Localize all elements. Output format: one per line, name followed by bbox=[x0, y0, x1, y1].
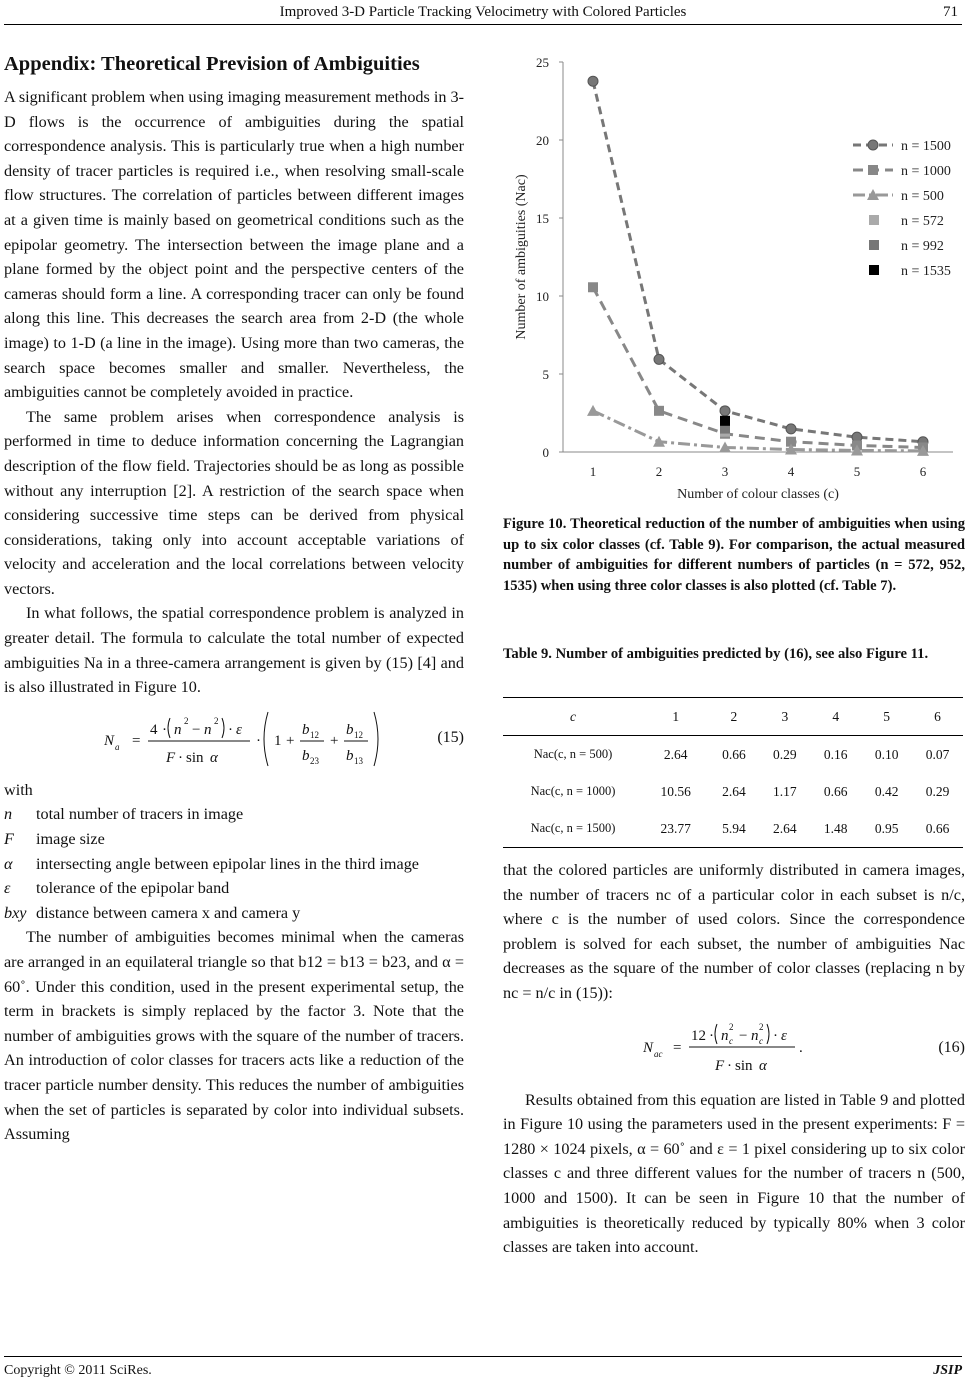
right-column-text bbox=[503, 858, 965, 1260]
definition-text: image size bbox=[36, 830, 105, 849]
table-row-label: Nac(c, n = 1500) bbox=[530, 821, 616, 835]
legend-marker bbox=[869, 265, 879, 275]
svg-text:F: F bbox=[715, 1057, 725, 1074]
svg-text:12: 12 bbox=[310, 729, 319, 740]
svg-text:N: N bbox=[643, 1039, 654, 1056]
svg-text:c: c bbox=[729, 1035, 733, 1046]
measured-point bbox=[720, 416, 730, 426]
table-cell: 0.07 bbox=[925, 746, 950, 762]
data-point bbox=[786, 424, 796, 434]
definition-text: intersecting angle between epipolar lines in the third image bbox=[36, 854, 419, 873]
table-header-row bbox=[503, 698, 963, 736]
paragraph-3: In what follows, the spatial correspondence problem is analyzed in greater detail. The formula to calculate the total number of expected ambiguities Na in a three-camera arrangement is given by (15) [4] and is also illustrated in Figure 10. bbox=[4, 604, 464, 697]
svg-text:2: 2 bbox=[214, 715, 219, 726]
table-cell: 1.17 bbox=[773, 783, 797, 799]
svg-text:4: 4 bbox=[150, 721, 158, 738]
table-header-cell: 5 bbox=[883, 708, 890, 724]
table-header-cell: 6 bbox=[934, 708, 941, 724]
legend-label: n = 572 bbox=[901, 214, 944, 229]
appendix-heading: Appendix: Theoretical Prevision of Ambiguities bbox=[4, 53, 420, 75]
svg-text:.: . bbox=[799, 1039, 803, 1056]
copyright-text: Copyright © 2011 SciRes. bbox=[4, 1363, 152, 1378]
svg-text:·: · bbox=[727, 1057, 732, 1074]
chart-legend bbox=[853, 139, 951, 279]
svg-text:c: c bbox=[759, 1035, 763, 1046]
left-column bbox=[4, 52, 464, 1147]
table-cell: 23.77 bbox=[660, 820, 691, 836]
legend-label: n = 500 bbox=[901, 189, 944, 204]
table-cell: 0.29 bbox=[925, 783, 950, 799]
table-cell: 10.56 bbox=[660, 783, 691, 799]
svg-text:=: = bbox=[673, 1039, 682, 1056]
svg-text:2: 2 bbox=[759, 1021, 764, 1032]
table-header-cell: 2 bbox=[730, 708, 738, 724]
journal-name: JSIP bbox=[933, 1363, 962, 1378]
svg-text:b: b bbox=[346, 747, 354, 764]
header-rule bbox=[4, 24, 962, 25]
svg-text:12: 12 bbox=[354, 729, 363, 740]
series-line bbox=[593, 81, 923, 442]
running-header bbox=[0, 0, 966, 28]
data-point bbox=[720, 406, 730, 416]
y-tick-label: 10 bbox=[536, 289, 549, 304]
figure-10-chart bbox=[503, 50, 965, 506]
running-title: Improved 3-D Particle Tracking Velocimetry with Colored Particles bbox=[279, 4, 687, 20]
svg-text:α: α bbox=[759, 1057, 767, 1074]
svg-text:13: 13 bbox=[354, 755, 363, 766]
table-9 bbox=[503, 697, 963, 848]
y-tick-label: 20 bbox=[536, 133, 549, 148]
svg-text:·: · bbox=[162, 721, 167, 738]
with-label: with bbox=[4, 780, 33, 799]
table-row bbox=[503, 736, 963, 774]
table-cell: 0.66 bbox=[722, 746, 746, 762]
paragraph-2: The same problem arises when correspondence analysis is performed in time to deduce information concerning the Lagrangian description of the flow field. Trajectories should be as long as possible without any interruption [2]. A restriction of the search space when considering successive time steps can be derived from physical considerations, taking only into account acceptable variations of velocity and acceleration and the local correlations between velocity vectors. bbox=[4, 407, 464, 598]
svg-text:b: b bbox=[302, 747, 310, 764]
svg-text:ε: ε bbox=[781, 1027, 787, 1044]
table-row bbox=[503, 810, 963, 848]
y-axis-label: Number of ambiguities (Nac) bbox=[514, 174, 529, 340]
table-header-cell: 4 bbox=[832, 708, 840, 724]
table-cell: 0.42 bbox=[874, 783, 899, 799]
legend-label: n = 1500 bbox=[901, 139, 951, 154]
svg-text:23: 23 bbox=[310, 755, 319, 766]
definition-text: tolerance of the epipolar band bbox=[36, 879, 230, 898]
svg-text:12: 12 bbox=[691, 1027, 706, 1044]
equation-15-number: (15) bbox=[437, 728, 464, 746]
table-cell: 0.66 bbox=[823, 783, 848, 799]
legend-marker bbox=[868, 140, 878, 150]
table-row-label: Nac(c, n = 1000) bbox=[530, 784, 616, 798]
legend-marker bbox=[869, 215, 879, 225]
chart-axes bbox=[514, 55, 953, 502]
table-cell: 0.95 bbox=[874, 820, 899, 836]
svg-text:−: − bbox=[192, 721, 201, 738]
table-cell: 0.66 bbox=[925, 820, 950, 836]
figure-10-caption: Figure 10. Theoretical reduction of the number of ambiguities when using up to six color classes (cf. Table 9). For comparison, the actual measured number of ambiguities for different numbers of particles (n = 572, 952, 1535) when using three color classes is also plotted (cf. Table 7). bbox=[503, 516, 965, 594]
svg-text:=: = bbox=[132, 732, 141, 749]
svg-text:sin: sin bbox=[186, 749, 204, 766]
table-9-caption: Table 9. Number of ambiguities predicted by (16), see also Figure 11. bbox=[503, 646, 929, 662]
svg-text:·: · bbox=[709, 1027, 714, 1044]
definition-symbol: F bbox=[4, 830, 14, 849]
x-axis-label: Number of colour classes (c) bbox=[677, 487, 839, 502]
legend-label: n = 1000 bbox=[901, 164, 951, 179]
table-cell: 1.48 bbox=[823, 820, 848, 836]
svg-text:α: α bbox=[210, 749, 218, 766]
table-cell: 2.64 bbox=[663, 746, 688, 762]
table-header-cell: c bbox=[570, 708, 576, 724]
svg-text:·: · bbox=[178, 749, 183, 766]
x-tick-label: 2 bbox=[655, 464, 663, 479]
svg-text:n: n bbox=[721, 1027, 729, 1044]
svg-text:ac: ac bbox=[654, 1048, 663, 1059]
x-tick-label: 4 bbox=[787, 464, 795, 479]
data-point bbox=[588, 76, 598, 86]
page-number: 71 bbox=[943, 4, 958, 20]
definition-text: distance between camera x and camera y bbox=[36, 903, 301, 922]
svg-text:N: N bbox=[104, 732, 115, 749]
series-line bbox=[593, 287, 923, 447]
definition-F bbox=[4, 827, 464, 852]
data-point bbox=[654, 354, 664, 364]
svg-text:·: · bbox=[228, 721, 233, 738]
x-tick-label: 1 bbox=[589, 464, 597, 479]
table-cell: 0.10 bbox=[874, 746, 899, 762]
legend-label: n = 1535 bbox=[901, 264, 951, 279]
svg-text:ε: ε bbox=[236, 721, 242, 738]
x-tick-label: 6 bbox=[919, 464, 927, 479]
legend-marker bbox=[868, 165, 878, 175]
y-tick-label: 25 bbox=[536, 55, 549, 70]
svg-text:n: n bbox=[204, 721, 212, 738]
svg-text:−: − bbox=[739, 1027, 748, 1044]
legend-label: n = 992 bbox=[901, 239, 944, 254]
equation-16-formula bbox=[643, 1014, 863, 1080]
equation-15 bbox=[4, 708, 464, 770]
table-cell: 2.64 bbox=[722, 783, 746, 799]
svg-text:·: · bbox=[773, 1027, 778, 1044]
svg-text:+: + bbox=[330, 732, 339, 749]
y-tick-label: 0 bbox=[542, 445, 549, 460]
svg-text:b: b bbox=[302, 721, 310, 738]
paragraph-4: The number of ambiguities becomes minimal when the cameras are arranged in an equilateral triangle so that b12 = b13 = b23, and α = 60˚. Under this condition, used in the present experimental setup, the term in brackets is simply replaced by the factor 3. Note that the number of ambiguities grows with the square of the number of tracers. An introduction of color classes for tracers acts like a reduction of the tracer particle number density. This reduces the number of ambiguities when the set of particles is separated by color into individual subsets. Assuming bbox=[4, 928, 464, 1144]
equation-16-number: (16) bbox=[938, 1038, 965, 1056]
table-header-cell: 1 bbox=[672, 708, 680, 724]
definition-text: total number of tracers in image bbox=[36, 805, 244, 824]
definition-symbol: ε bbox=[4, 879, 11, 898]
equation-16 bbox=[503, 1014, 965, 1080]
definition-symbol: n bbox=[4, 805, 13, 824]
svg-text:sin: sin bbox=[735, 1057, 753, 1074]
svg-text:n: n bbox=[174, 721, 182, 738]
data-point bbox=[587, 405, 599, 416]
definition-symbol: α bbox=[4, 854, 13, 873]
svg-text:n: n bbox=[751, 1027, 759, 1044]
data-point bbox=[654, 406, 664, 416]
svg-text:1: 1 bbox=[274, 732, 282, 749]
x-tick-label: 5 bbox=[853, 464, 861, 479]
svg-text:F: F bbox=[166, 749, 176, 766]
x-tick-label: 3 bbox=[721, 464, 729, 479]
table-row-label: Nac(c, n = 500) bbox=[533, 747, 613, 761]
svg-text:2: 2 bbox=[729, 1021, 734, 1032]
paragraph-6: Results obtained from this equation are listed in Table 9 and plotted in Figure 10 using the parameters used in the present experiments: F = 1280 × 1024 pixels, α = 60˚ and ε = 1 pixel considering up to six color classes c and three different values for the number of tracers n (500, 1000 and 1500). It can be seen in Figure 10 that the number of ambiguities is theoretically reduced by typically 80% when 3 color classes are taken into account. bbox=[503, 1090, 965, 1257]
y-tick-label: 15 bbox=[536, 211, 549, 226]
svg-text:b: b bbox=[346, 721, 354, 738]
svg-text:2: 2 bbox=[184, 715, 189, 726]
definition-bxy bbox=[4, 901, 464, 926]
svg-text:·: · bbox=[256, 732, 261, 749]
table-cell: 2.64 bbox=[773, 820, 797, 836]
definition-n bbox=[4, 802, 464, 827]
page-footer bbox=[4, 1356, 962, 1378]
table-row bbox=[503, 773, 963, 810]
legend-marker bbox=[869, 240, 879, 250]
svg-text:a: a bbox=[115, 741, 120, 752]
data-point bbox=[588, 282, 598, 292]
table-cell: 5.94 bbox=[722, 820, 746, 836]
y-tick-label: 5 bbox=[542, 367, 549, 382]
definition-symbol: bxy bbox=[4, 903, 27, 922]
svg-text:+: + bbox=[286, 732, 295, 749]
table-header-cell: 3 bbox=[781, 708, 789, 724]
paragraph-1: A significant problem when using imaging measurement methods in 3-D flows is the occurrence of ambiguities during the spatial correspondence analysis. This is particularly true when a high number density of tracer particles is required i.e., when resolving small-scale flow structures. The correlation of particles between different images at a given time is mainly based on geometrical conditions such as the epipolar geometry. The intersection between the image plane and a plane formed by the object point and the perspective centers of the cameras should form a line. A corresponding tracer can only be found along this line. This decreases the search area from 2-D (the whole image) to 1-D (a line in the image). Using more than two cameras, the search space becomes smaller and smaller. Nevertheless, the ambiguities cannot be completely avoided in practice. bbox=[4, 88, 464, 402]
table-cell: 0.16 bbox=[823, 746, 848, 762]
paragraph-5: that the colored particles are uniformly distributed in camera images, the number of tracers nc of a particular color in each subset is n/c, where c is the number of used colors. Since the correspondence problem is solved for each subset, the number of ambiguities Nac decreases as the square of the number of color classes (replacing n by nc = n/c in (15)): bbox=[503, 861, 965, 1002]
definition-epsilon bbox=[4, 876, 464, 901]
definition-alpha bbox=[4, 852, 464, 877]
table-cell: 0.29 bbox=[773, 746, 797, 762]
